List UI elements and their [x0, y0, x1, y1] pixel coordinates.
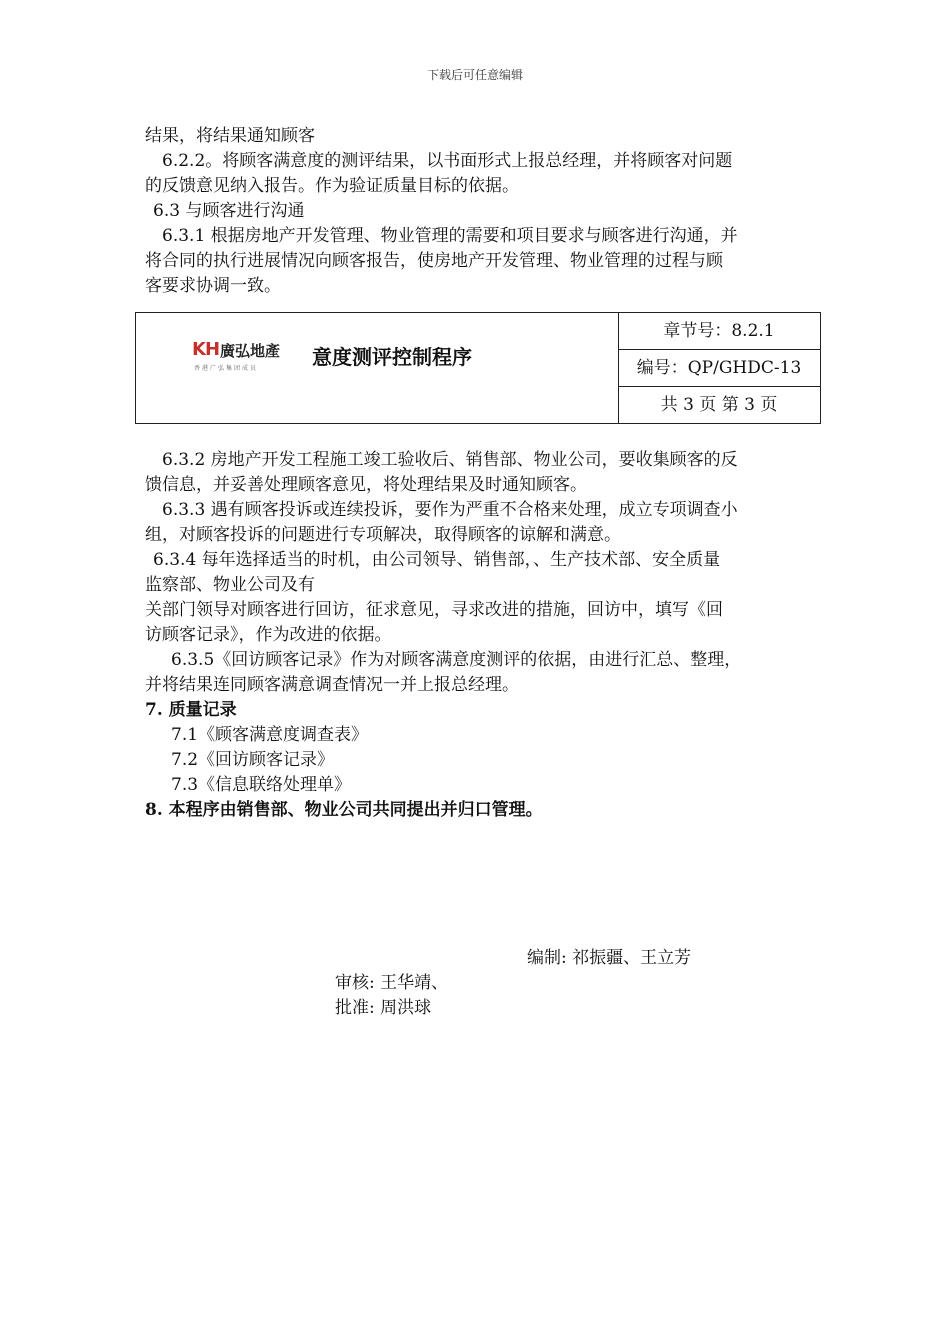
- control-header-table: [135, 312, 821, 424]
- section-heading-8: 8. 本程序由销售部、物业公司共同提出并归口管理。: [145, 800, 543, 820]
- paragraph-line: 6.3.3 遇有顾客投诉或连续投诉，要作为严重不合格来处理，成立专项调查小: [162, 500, 738, 520]
- company-logo: [192, 339, 296, 373]
- paragraph-line: 6.2.2。将顾客满意度的测评结果，以书面形式上报总经理，并将顾客对问题: [162, 151, 733, 171]
- body-text-block: [145, 448, 810, 823]
- paragraph-line: 6.3.1 根据房地产开发管理、物业管理的需要和项目要求与顾客进行沟通，并: [162, 226, 738, 246]
- procedure-title: 意度测评控制程序: [312, 345, 472, 369]
- paragraph-line: 结果，将结果通知顾客: [145, 126, 315, 146]
- record-item: 7.1《顾客满意度调查表》: [171, 725, 369, 745]
- paragraph-line: 6.3.2 房地产开发工程施工竣工验收后、销售部、物业公司，要收集顾客的反: [162, 450, 738, 470]
- paragraph-line: 并将结果连同顾客满意调查情况一并上报总经理。: [145, 675, 519, 695]
- section-heading-6-3: 6.3 与顾客进行沟通: [153, 201, 305, 221]
- record-item: 7.2《回访顾客记录》: [171, 750, 335, 770]
- paragraph-line: 的反馈意见纳入报告。作为验证质量目标的依据。: [145, 176, 519, 196]
- section-heading-7: 7. 质量记录: [145, 700, 237, 720]
- approved-by: 批准: 周洪球: [335, 998, 432, 1018]
- paragraph-line: 客要求协调一致。: [145, 276, 281, 296]
- document-code: 编号：QP/GHDC-13: [618, 350, 820, 387]
- paragraph-line: 访顾客记录》，作为改进的依据。: [145, 625, 392, 645]
- record-item: 7.3《信息联络处理单》: [171, 775, 352, 795]
- paragraph-line: 6.3.4 每年选择适当的时机，由公司领导、销售部，、生产技术部、安全质量: [153, 550, 721, 570]
- paragraph-line: 馈信息，并妥善处理顾客意见，将处理结果及时通知顾客。: [145, 475, 587, 495]
- chapter-number: 章节号：8.2.1: [618, 313, 820, 350]
- logo-subtitle: 香港广弘集团成员: [194, 365, 259, 372]
- logo-mark: KH: [192, 339, 220, 360]
- reviewed-by: 审核: 王华靖、: [335, 973, 449, 993]
- control-title-cell: [136, 313, 619, 423]
- paragraph-line: 6.3.5《回访顾客记录》作为对顾客满意度测评的依据，由进行汇总、整理，: [171, 650, 742, 670]
- control-info-cells: [618, 313, 820, 423]
- header-note: 下载后可任意编辑: [426, 68, 523, 82]
- paragraph-line: 监察部、物业公司及有: [145, 575, 315, 595]
- paragraph-line: 将合同的执行进展情况向顾客报告，使房地产开发管理、物业管理的过程与顾: [145, 251, 723, 271]
- paragraph-line: 关部门领导对顾客进行回访，征求意见，寻求改进的措施，回访中，填写《回: [145, 600, 723, 620]
- page-count: 共 3 页 第 3 页: [660, 395, 778, 415]
- prepared-by: 编制: 祁振疆、王立芳: [527, 948, 692, 968]
- top-text-block: [145, 124, 810, 299]
- logo-name: 廣弘地產: [220, 342, 281, 360]
- paragraph-line: 组，对顾客投诉的问题进行专项解决，取得顾客的谅解和满意。: [145, 525, 621, 545]
